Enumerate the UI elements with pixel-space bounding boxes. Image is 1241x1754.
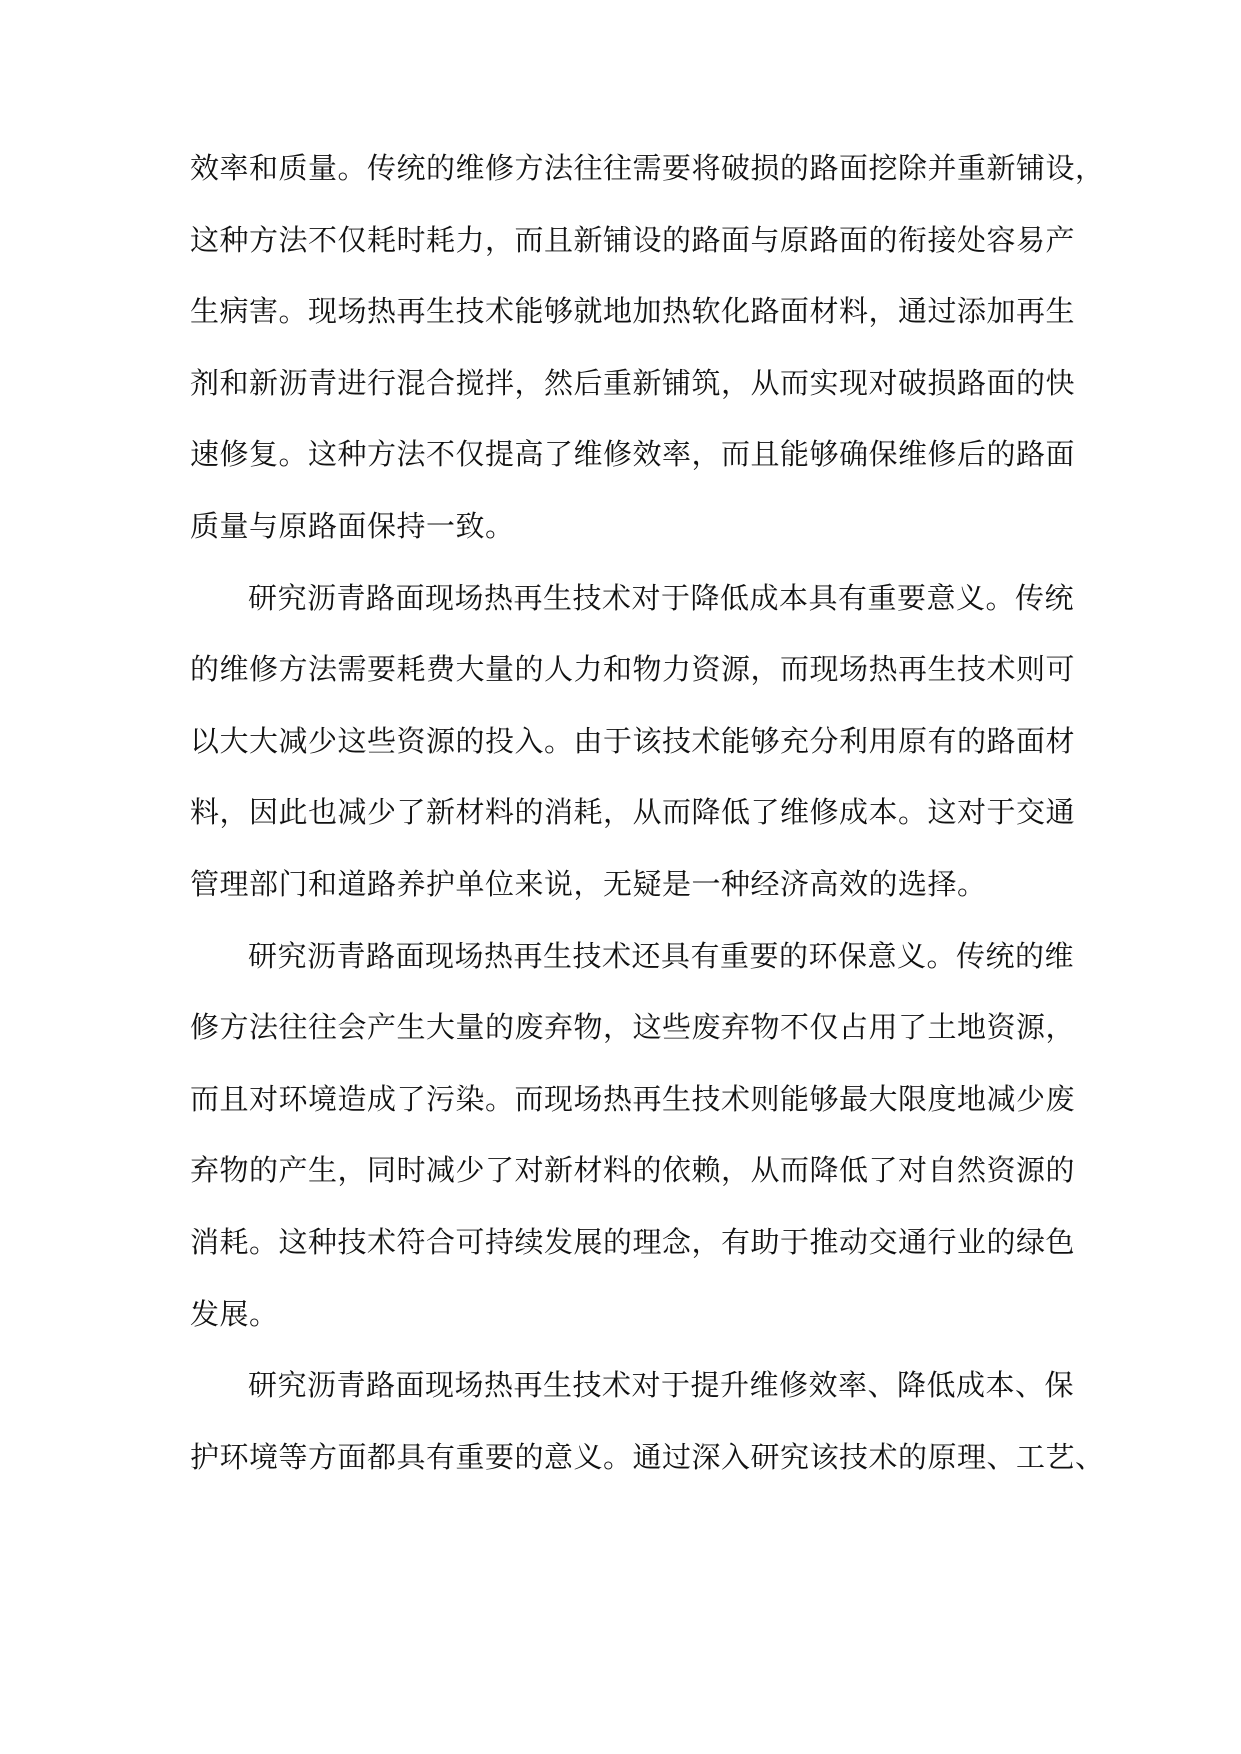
text-line: 研究沥青路面现场热再生技术还具有重要的环保意义。传统的维: [248, 938, 1075, 973]
text-line: 生病害。现场热再生技术能够就地加热软化路面材料，通过添加再生: [190, 294, 1076, 329]
text-line: 研究沥青路面现场热再生技术对于降低成本具有重要意义。传统: [248, 580, 1075, 615]
text-line: 效率和质量。传统的维修方法往往需要将破损的路面挖除并重新铺设，: [190, 151, 1105, 185]
text-line: 弃物的产生，同时减少了对新材料的依赖，从而降低了对自然资源的: [190, 1153, 1076, 1188]
text-line: 发展。: [190, 1296, 279, 1331]
text-line: 质量与原路面保持一致。: [190, 508, 515, 543]
paragraph: [190, 921, 1076, 1351]
text-line: 以大大减少这些资源的投入。由于该技术能够充分利用原有的路面材: [190, 723, 1076, 758]
text-line: 而且对环境造成了污染。而现场热再生技术则能够最大限度地减少废: [190, 1081, 1076, 1116]
text-line: 研究沥青路面现场热再生技术对于提升维修效率、降低成本、保: [248, 1368, 1075, 1403]
text-line: 这种方法不仅耗时耗力，而且新铺设的路面与原路面的衔接处容易产: [190, 222, 1076, 257]
text-line: 速修复。这种方法不仅提高了维修效率，而且能够确保维修后的路面: [190, 437, 1076, 472]
text-line: 料，因此也减少了新材料的消耗，从而降低了维修成本。这对于交通: [190, 795, 1076, 830]
text-line: 管理部门和道路养护单位来说，无疑是一种经济高效的选择。: [190, 866, 987, 901]
paragraph: [190, 133, 1105, 563]
document-page: [190, 133, 1105, 1493]
text-line: 的维修方法需要耗费大量的人力和物力资源，而现场热再生技术则可: [190, 652, 1076, 687]
text-line: 护环境等方面都具有重要的意义。通过深入研究该技术的原理、工艺、: [190, 1439, 1105, 1474]
paragraph: [190, 1350, 1105, 1493]
text-line: 修方法往往会产生大量的废弃物，这些废弃物不仅占用了土地资源，: [190, 1010, 1076, 1045]
text-line: 消耗。这种技术符合可持续发展的理念，有助于推动交通行业的绿色: [190, 1224, 1076, 1259]
paragraph: [190, 563, 1076, 921]
text-line: 剂和新沥青进行混合搅拌，然后重新铺筑，从而实现对破损路面的快: [190, 365, 1076, 400]
